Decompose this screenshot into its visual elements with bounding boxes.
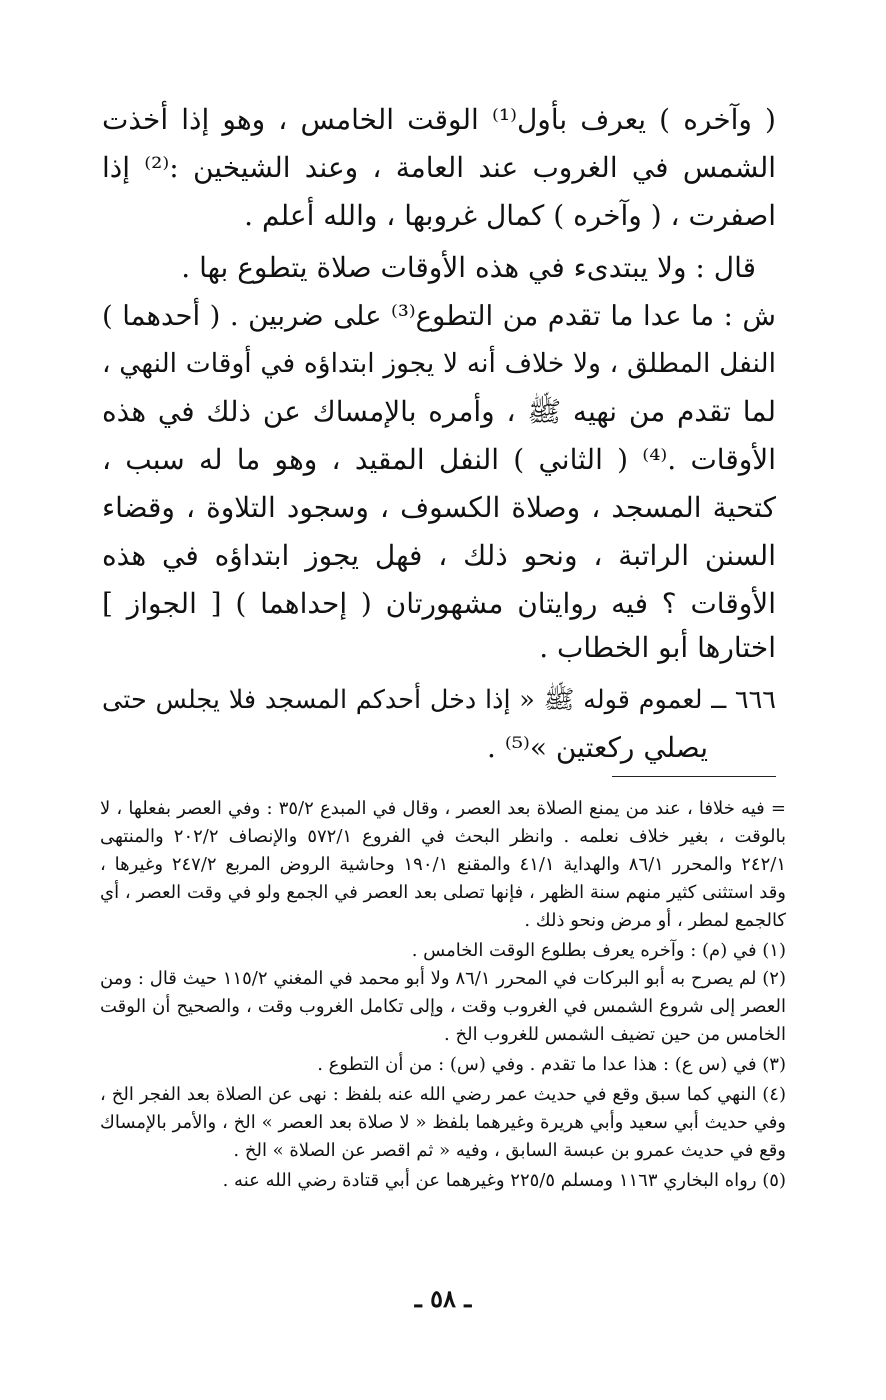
footnote-line: وقد استثنى كثير منهم سنة الظهر ، فإنها تصلى بعد العصر في الجمع ولو في وقت العصر ، أي	[100, 882, 786, 903]
footnote-line: الخامس من حين تضيف الشمس للغروب الخ .	[444, 1024, 786, 1045]
hadith-line: يصلي ركعتين »⁽⁵⁾ .	[487, 731, 708, 764]
hadith-line: ٦٦٦ ــ لعموم قوله ﷺ « إذا دخل أحدكم المسجد فلا يجلس حتى	[102, 685, 776, 715]
footnote-line: (١) في (م) : وآخره يعرف بطلوع الوقت الخامس .	[411, 940, 786, 961]
footnote-line: بالوقت ، بغير خلاف نعلمه . وانظر البحث في الفروع ٥٧٢/١ والإنصاف ٢٠٢/٢ والمنتهى	[100, 826, 787, 847]
footnote-line: ٢٤٢/١ والمحرر ٨٦/١ والهداية ٤١/١ والمقنع ١٩٠/١ وحاشية الروض المربع ٢٤٧/٢ وغيرها ،	[100, 854, 787, 875]
footnote-line: العصر إلى شروع الشمس في الغروب وقت ، وإلى تكامل الغروب وقت ، والصحيح أن الوقت	[100, 996, 786, 1017]
footnote-line: وفي حديث أبي سعيد وأبي هريرة وغيرهما بلفظ « لا صلاة بعد العصر » الخ ، والأمر بالإمساك	[100, 1112, 786, 1133]
footnote-separator	[612, 776, 776, 777]
page-number: ـ ٥٨ ـ	[414, 1284, 472, 1313]
main-line: النفل المطلق ، ولا خلاف أنه لا يجوز ابتداؤه في أوقات النهي ،	[102, 348, 776, 379]
main-line: كتحية المسجد ، وصلاة الكسوف ، وسجود التلاوة ، وقضاء	[102, 491, 776, 524]
main-line: الشمس في الغروب عند العامة ، وعند الشيخين :⁽²⁾ إذا	[102, 151, 776, 184]
footnote-line: (٤) النهي كما سبق وقع في حديث عمر رضي الله عنه بلفظ : نهى عن الصلاة بعد الفجر الخ ،	[100, 1084, 786, 1105]
main-line: قال : ولا يبتدىء في هذه الأوقات صلاة يتطوع بها .	[181, 251, 756, 284]
main-line: اختارها أبو الخطاب .	[539, 631, 776, 664]
main-line: لما تقدم من نهيه ﷺ ، وأمره بالإمساك عن ذلك في هذه	[102, 395, 776, 428]
footnote-line: = فيه خلافا ، عند من يمنع الصلاة بعد العصر ، وقال في المبدع ٣٥/٢ : وفي العصر بفعلها ، لا	[100, 798, 786, 819]
main-line: الأوقات ؟ فيه روايتان مشهورتان ( إحداهما ) [ الجواز ]	[102, 587, 776, 620]
footnote-line: (٣) في (س ع) : هذا عدا ما تقدم . وفي (س) : من أن التطوع .	[317, 1054, 786, 1075]
footnote-line: كالجمع لمطر ، أو مرض ونحو ذلك .	[524, 910, 786, 931]
main-line: السنن الراتبة ، ونحو ذلك ، فهل يجوز ابتداؤه في هذه	[102, 539, 776, 572]
main-line: ( وآخره ) يعرف بأول⁽¹⁾ الوقت الخامس ، وهو إذا أخذت	[102, 103, 776, 136]
footnote-line: (٥) رواه البخاري ١١٦٣ ومسلم ٢٢٥/٥ وغيرهما عن أبي قتادة رضي الله عنه .	[222, 1170, 786, 1191]
footnote-line: (٢) لم يصرح به أبو البركات في المحرر ٨٦/١ ولا أبو محمد في المغني ١١٥/٢ حيث قال : ومن	[100, 968, 786, 989]
main-line: اصفرت ، ( وآخره ) كمال غروبها ، والله أعلم .	[244, 199, 776, 232]
main-line: ش : ما عدا ما تقدم من التطوع⁽³⁾ على ضربين . ( أحدهما )	[102, 300, 776, 332]
main-line: الأوقات .⁽⁴⁾ ( الثاني ) النفل المقيد ، وهو ما له سبب ،	[102, 443, 776, 476]
footnote-line: وقع في حديث عمرو بن عبسة السابق ، وفيه « ثم اقصر عن الصلاة » الخ .	[233, 1140, 786, 1161]
